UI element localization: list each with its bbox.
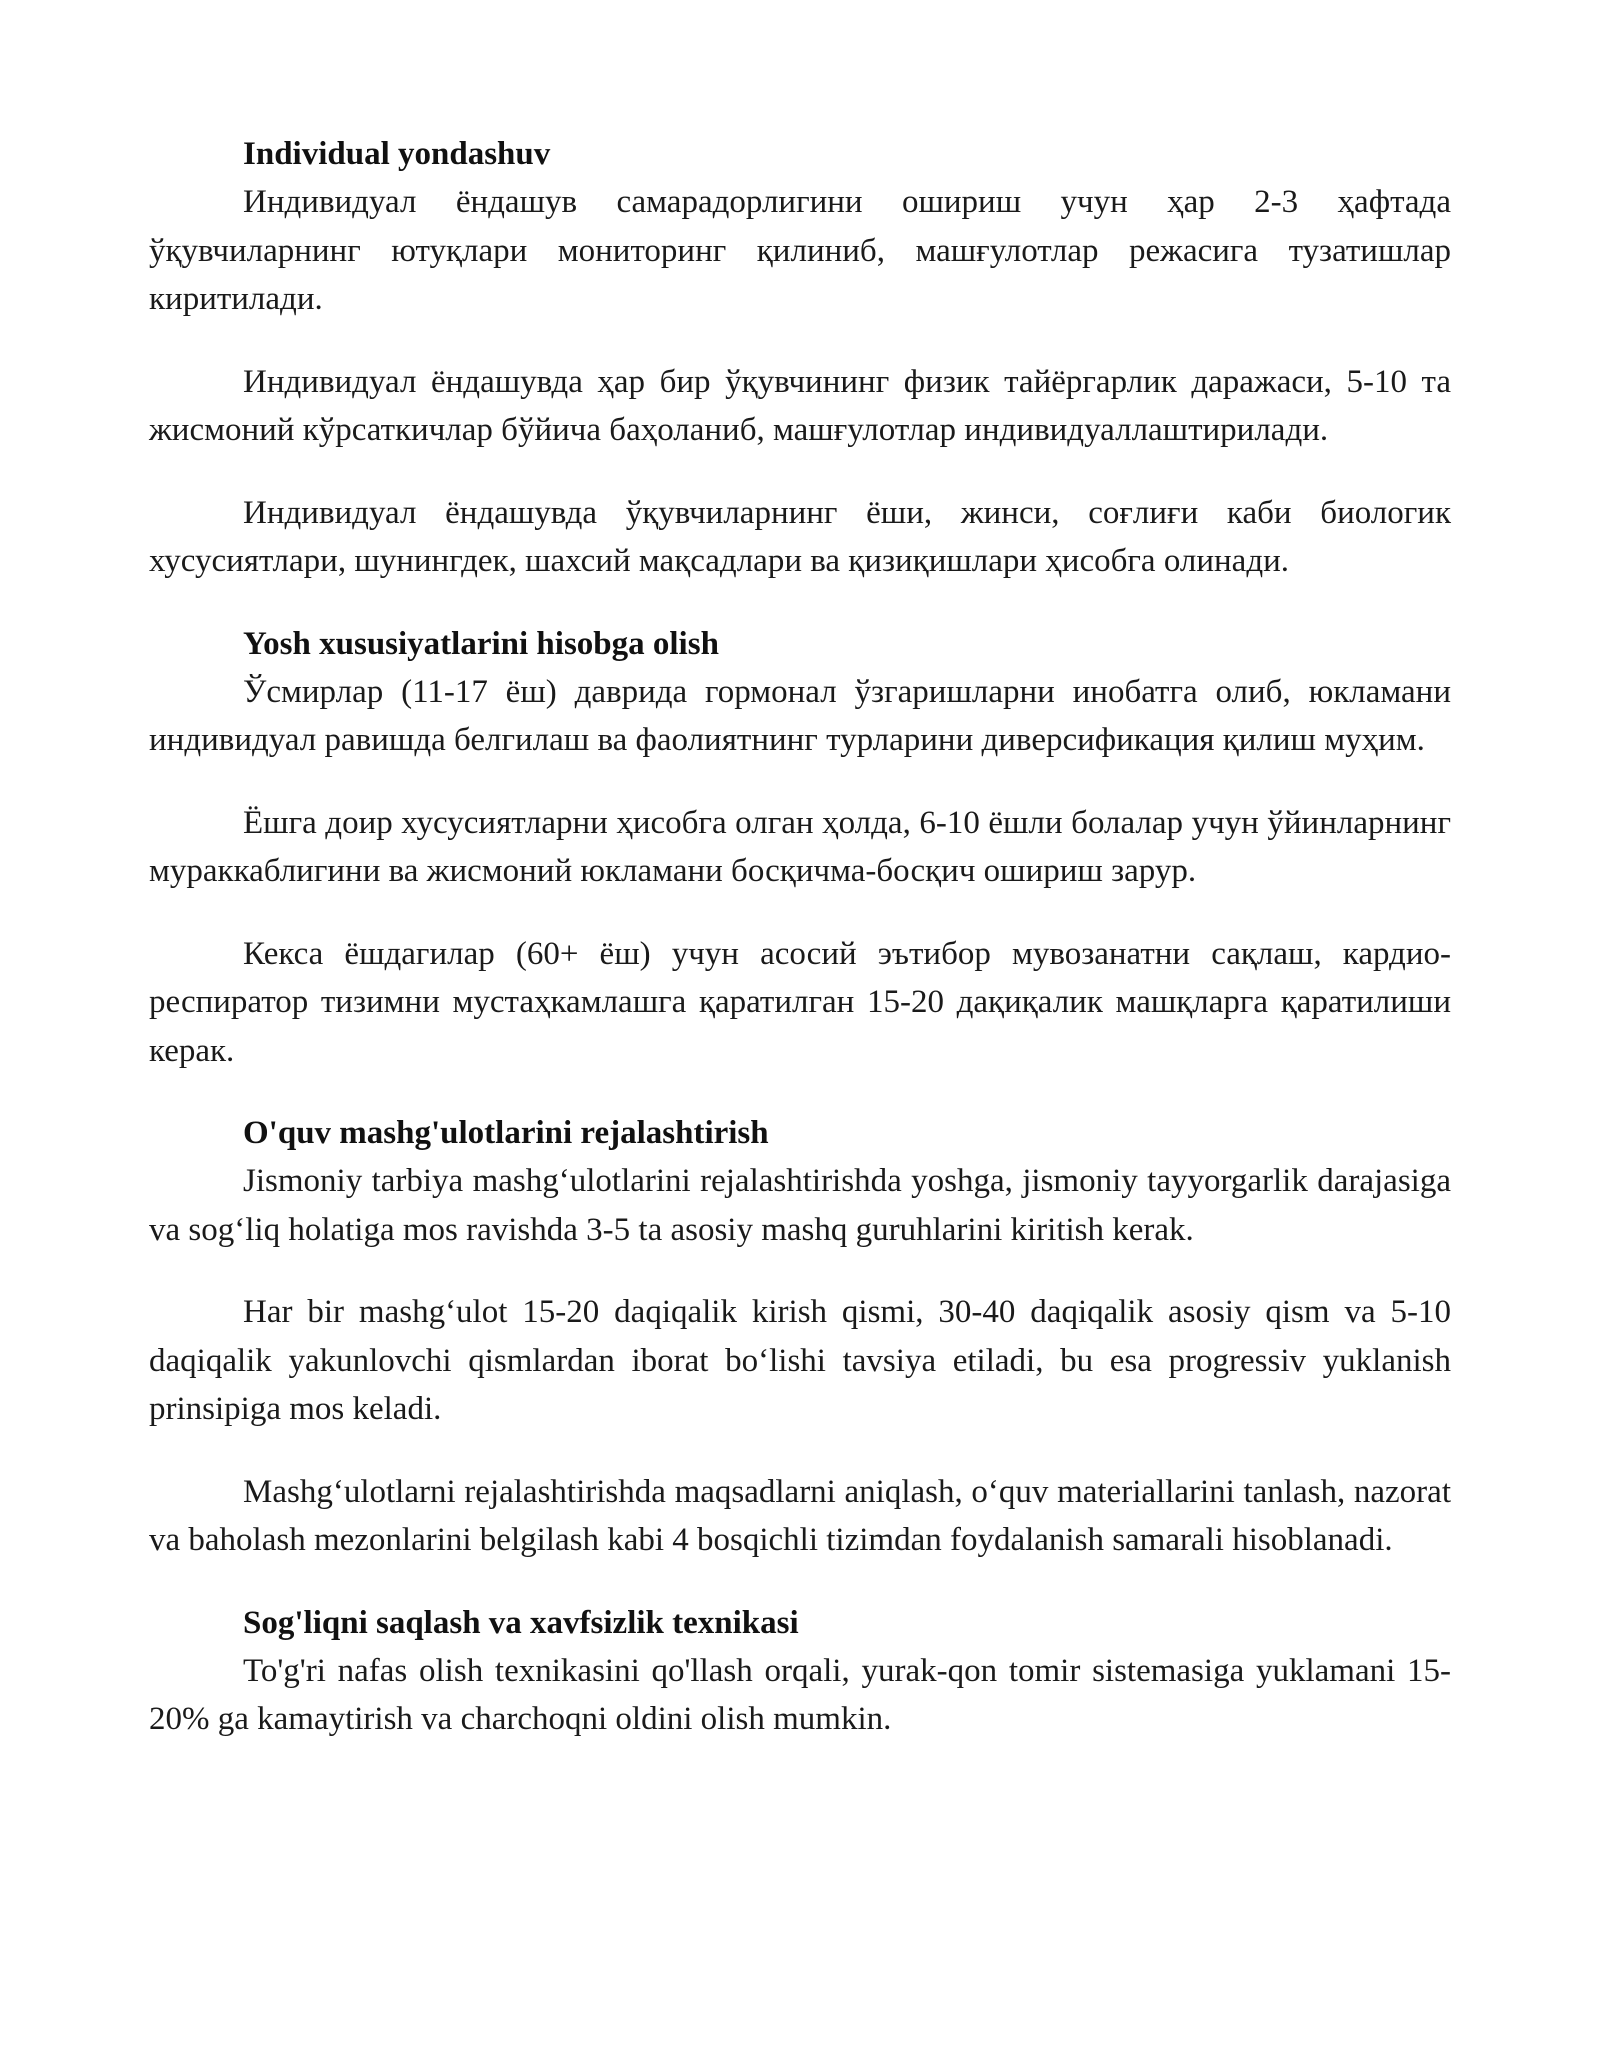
paragraph: Индивидуал ёндашувда ҳар бир ўқувчининг физик тайёргарлик даражаси, 5-10 та жисмоний кўрсаткичлар бўйича баҳоланиб, машғулотлар индивидуаллаштирилади.	[149, 363, 1451, 448]
section-training-planning	[149, 1109, 1451, 1565]
section-heading: Individual yondashuv	[243, 136, 551, 172]
paragraph: Jismoniy tarbiya mashg‘ulotlarini rejalashtirishda yoshga, jismoniy tayyorgarlik darajasiga va sog‘liq holatiga mos ravishda 3-5 ta asosiy mashq guruhlarini kiritish kerak.	[149, 1163, 1451, 1248]
section-heading: O'quv mashg'ulotlarini rejalashtirish	[243, 1115, 769, 1151]
paragraph: Ўсмирлар (11-17 ёш) даврида гормонал ўзгаришларни инобатга олиб, юкламани индивидуал равишда белгилаш ва фаолиятнинг турларини диверсификация қилиш муҳим.	[149, 673, 1451, 758]
section-heading: Sog'liqni saqlash va xavfsizlik texnikasi	[243, 1604, 799, 1641]
document-page	[149, 130, 1451, 1744]
section-age-features	[149, 620, 1451, 1076]
section-individual-approach	[149, 130, 1451, 586]
paragraph: Индивидуал ёндашув самарадорлигини ошириш учун ҳар 2-3 ҳафтада ўқувчиларнинг ютуқлари мониторинг қилиниб, машғулотлар режасига тузатишлар киритилади.	[149, 184, 1451, 317]
paragraph: To'g'ri nafas olish texnikasini qo'llash orqali, yurak-qon tomir sistemasiga yuklamani 15-20% ga kamaytirish va charchoqni oldini olish mumkin.	[149, 1652, 1451, 1737]
paragraph: Кекса ёшдагилар (60+ ёш) учун асосий эътибор мувозанатни сақлаш, кардио-респиратор тизимни мустаҳкамлашга қаратилган 15-20 дақиқалик машқларга қаратилиши керак.	[149, 935, 1451, 1069]
section-health-safety	[149, 1599, 1451, 1744]
paragraph: Индивидуал ёндашувда ўқувчиларнинг ёши, жинси, соғлиғи каби биологик хусусиятлари, шунингдек, шахсий мақсадлари ва қизиқишлари ҳисобга олинади.	[149, 494, 1451, 579]
paragraph: Har bir mashg‘ulot 15-20 daqiqalik kirish qismi, 30-40 daqiqalik asosiy qism va 5-10 daqiqalik yakunlovchi qismlardan iborat bo‘lishi tavsiya etiladi, bu esa progressiv yuklanish prinsipiga mos keladi.	[149, 1294, 1451, 1427]
section-heading: Yosh xususiyatlarini hisobga olish	[243, 625, 719, 662]
paragraph: Ёшга доир хусусиятларни ҳисобга олган ҳолда, 6-10 ёшли болалар учун ўйинларнинг мураккаблигини ва жисмоний юкламани босқичма-босқич ошириш зарур.	[149, 804, 1451, 889]
paragraph: Mashg‘ulotlarni rejalashtirishda maqsadlarni aniqlash, o‘quv materiallarini tanlash, nazorat va baholash mezonlarini belgilash kabi 4 bosqichli tizimdan foydalanish samarali hisoblanadi.	[149, 1473, 1451, 1558]
